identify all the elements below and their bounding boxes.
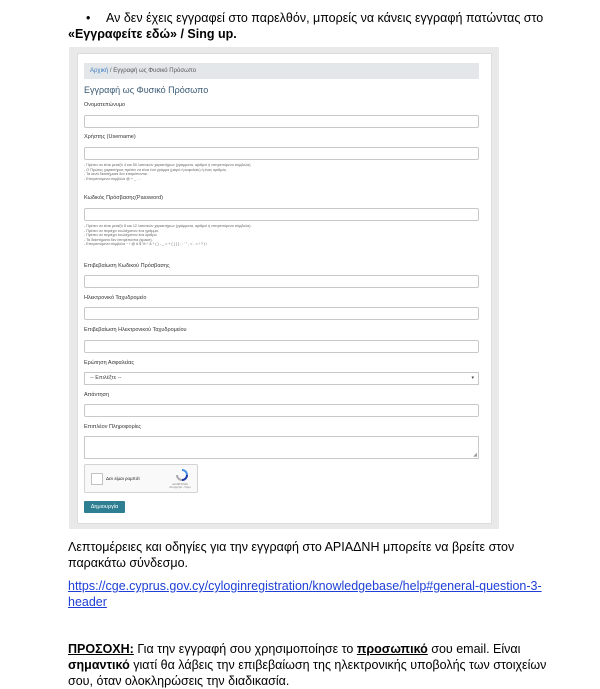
intro-signup-text: «Εγγραφείτε εδώ» / Sing up.	[68, 27, 237, 41]
details-line1: Λεπτομέρειες και οδηγίες για την εγγραφή στο ΑΡΙΑΔΝΗ μπορείτε να βρείτε στον	[68, 540, 515, 554]
username-hint: - Επιτρεπόμενα σύμβολα @ + _ . -	[84, 176, 141, 181]
note-text: σου email. Είναι	[427, 642, 521, 656]
attention-label: ΠΡΟΣΟΧΗ:	[68, 642, 134, 656]
more-info-label: Επιπλέον Πληροφορίες	[84, 424, 142, 430]
note-personal: προσωπικό	[356, 642, 428, 656]
recaptcha-label: Δεν είμαι ρομπότ	[106, 476, 140, 481]
answer-label: Απάντηση	[84, 392, 109, 398]
attention-note	[68, 641, 548, 689]
password-label: Κωδικός Πρόσβασης(Password)	[84, 195, 163, 201]
confirm-password-label: Επιβεβαίωση Κωδικού Πρόσβασης	[84, 263, 170, 269]
chevron-down-icon: ▾	[471, 375, 474, 381]
note-important: σημαντικό	[68, 658, 130, 672]
username-hint: - Πρέπει να είναι μεταξύ 4 και 50 λατινικών χαρακτήρων (γράμματα, αριθμοί ή επιτρεπόμενα σύμβολα).	[84, 163, 252, 167]
note-last-line: σου, όταν ολοκληρώσεις την διαδικασία.	[68, 674, 290, 688]
help-link[interactable]	[68, 578, 548, 610]
breadcrumb	[84, 63, 479, 79]
password-hint: - Πρέπει να είναι μεταξύ 8 και 12 λατινικών χαρακτήρων (γράμματα, αριθμοί ή επιτρεπόμενα σύμβολα).	[84, 224, 252, 228]
recaptcha-widget	[84, 464, 198, 493]
breadcrumb-current: Εγγραφή ως Φυσικό Πρόσωπο	[113, 68, 197, 74]
breadcrumb-home[interactable]: Αρχική	[90, 68, 109, 74]
bullet-dot: •	[86, 11, 91, 25]
recaptcha-terms[interactable]: Απόρρητο - Όροι	[169, 485, 191, 490]
password-hints	[84, 224, 251, 247]
more-info-textarea[interactable]	[84, 436, 479, 459]
recaptcha-caption	[165, 483, 195, 489]
password-hint: - Πρέπει να περιέχει τουλάχιστον ένα αριθμό.	[84, 233, 158, 238]
email-input[interactable]	[84, 307, 479, 320]
confirm-password-input[interactable]	[84, 275, 479, 288]
breadcrumb-separator: /	[109, 68, 112, 74]
username-hint: - Τα κενά διαστήματα δεν επιτρέπονται.	[84, 172, 148, 177]
recaptcha-logo-icon	[176, 469, 188, 481]
username-label: Χρήστης (Username)	[84, 134, 136, 140]
security-question-select[interactable]	[84, 372, 479, 385]
recaptcha-checkbox[interactable]	[91, 473, 103, 485]
password-hint: - Τα διαστήματα δεν επιτρέπονται (space).	[84, 237, 153, 242]
confirm-email-input[interactable]	[84, 340, 479, 353]
note-text: Για την εγγραφή σου χρησιμοποίησε το	[133, 642, 357, 656]
full-name-input[interactable]	[84, 115, 479, 128]
help-link-line1[interactable]: https://cge.cyprus.gov.cy/cyloginregistration/knowledgebase/help#general-question-3-	[68, 579, 542, 593]
full-name-label: Ονοματεπώνυμο	[84, 102, 126, 108]
confirm-email-label: Επιβεβαίωση Ηλεκτρονικού Ταχυδρομείου	[84, 327, 187, 333]
resize-grip-icon[interactable]: ◢	[473, 452, 477, 458]
security-question-label: Ερώτηση Ασφαλείας	[84, 360, 134, 366]
username-hints	[84, 163, 251, 181]
details-line2: παρακάτω σύνδεσμο.	[68, 556, 189, 570]
intro-line1: Αν δεν έχεις εγγραφεί στο παρελθόν, μπορείς να κάνεις εγγραφή πατώντας στο	[106, 11, 544, 25]
username-hint: - Ο Πρώτος χαρακτήρας πρέπει να είναι ένα γράμμα (μικρό ή κεφαλαίο) ή ένας αριθμός.	[84, 167, 228, 172]
details-paragraph	[68, 539, 548, 571]
note-text: γιατί θα λάβεις την επιβεβαίωση της ηλεκτρονικής υποβολής των στοιχείων	[129, 658, 547, 672]
password-hint: - Πρέπει να περιέχει τουλάχιστον ένα γράμμα.	[84, 228, 159, 233]
email-label: Ηλεκτρονικό Ταχυδρομείο	[84, 295, 147, 301]
answer-input[interactable]	[84, 404, 479, 417]
username-input[interactable]	[84, 147, 479, 160]
intro-bullet	[68, 10, 548, 42]
create-button[interactable]: Δημιουργία	[84, 501, 125, 513]
password-hint: - Επιτρεπόμενα σύμβολα ~ ! @ # $ % ^ & * ( ) - _ = + { } [ ] ; : ' " , < . > / ? | \	[84, 242, 207, 247]
recaptcha-brand: reCAPTCHA	[172, 482, 188, 486]
security-question-value: -- Επιλέξτε --	[90, 375, 122, 381]
help-link-line2[interactable]: header	[68, 595, 107, 609]
password-input[interactable]	[84, 208, 479, 221]
form-title: Εγγραφή ως Φυσικό Πρόσωπο	[84, 85, 209, 95]
